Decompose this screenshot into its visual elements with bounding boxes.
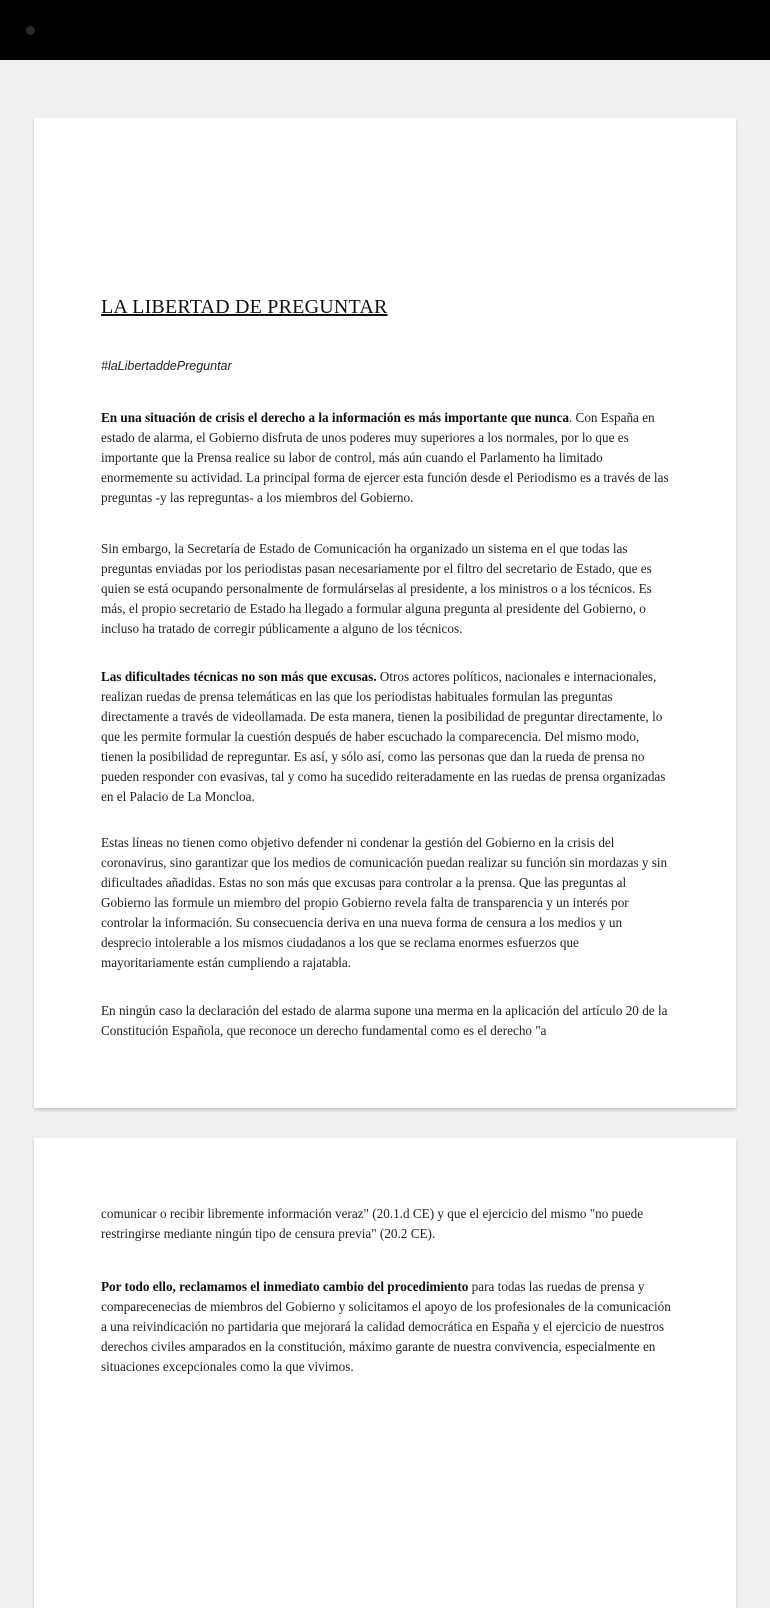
paragraph-7 (101, 1277, 671, 1377)
paragraph-3-bold: Las dificultades técnicas no son más que excusas. (101, 669, 377, 684)
paragraph-2: Sin embargo, la Secretaría de Estado de Comunicación ha organizado un sistema en el que todas las preguntas enviadas por los periodistas pasan necesariamente por el filtro del secretario de Estado, que es quien se está ocupando personalmente de formulárselas al presidente, a los ministros o a los técnicos. Es más, el propio secretario de Estado ha llegado a formular alguna pregunta al presidente del Gobierno, o incluso ha tratado de corregir públicamente a alguno de los técnicos. (101, 541, 652, 636)
document-page-2 (34, 1138, 736, 1608)
document-page-1 (34, 118, 736, 1108)
paragraph-3 (101, 667, 671, 807)
paragraph-3-text: Otros actores políticos, nacionales e internacionales, realizan ruedas de prensa telemáticas en las que los periodistas habituales formulan las preguntas directamente a través de videollamada. De esta manera, tienen la posibilidad de preguntar directamente, lo que les permite formular la cuestión después de haber escuchado la comparecencia. Del mismo modo, tienen la posibilidad de repreguntar. Es así, y sólo así, como las personas que dan la rueda de prensa no pueden responder con evasivas, tal y como ha sucedido reiteradamente en las ruedas de prensa organizadas en el Palacio de La Moncloa. (101, 669, 666, 804)
paragraph-1 (101, 408, 671, 508)
paragraph-1-bold: En una situación de crisis el derecho a la información es más importante que nunca (101, 410, 569, 425)
hashtag: #laLibertaddePreguntar (101, 359, 232, 373)
document-title: LA LIBERTAD DE PREGUNTAR (101, 296, 388, 318)
paragraph-7-text: para todas las ruedas de prensa y comparecenecias de miembros del Gobierno y solicitamos el apoyo de los profesionales de la comunicación a una reivindicación no partidaria que mejorará la calidad democrática en España y el ejercicio de nuestros derechos civiles amparados en la constitución, máximo garante de nuestra convivencia, especialmente en situaciones excepcionales como la que vivimos. (101, 1279, 671, 1374)
paragraph-1-text: . Con España en estado de alarma, el Gobierno disfruta de unos poderes muy superiores a los normales, por lo que es importante que la Prensa realice su labor de control, más aún cuando el Parlamento ha limitado enormemente su actividad. La principal forma de ejercer esta función desde el Periodismo es a través de las preguntas -y las repreguntas- a los miembros del Gobierno. (101, 410, 669, 505)
status-bar (0, 0, 770, 60)
camera-dot-icon (26, 26, 35, 35)
paragraph-4: Estas líneas no tienen como objetivo defender ni condenar la gestión del Gobierno en la crisis del coronavirus, sino garantizar que los medios de comunicación puedan realizar su función sin mordazas y sin dificultades añadidas. Estas no son más que excusas para controlar a la prensa. Que las preguntas al Gobierno las formule un miembro del propio Gobierno revela falta de transparencia y un interés por controlar la información. Su consecuencia deriva en una nueva forma de censura a los medios y un desprecio intolerable a los mismos ciudadanos a los que se reclama enormes esfuerzos que mayoritariamente están cumpliendo a rajatabla. (101, 835, 668, 970)
paragraph-7-bold: Por todo ello, reclamamos el inmediato cambio del procedimiento (101, 1279, 469, 1294)
paragraph-6: comunicar o recibir libremente información veraz" (20.1.d CE) y que el ejercicio del mismo "no puede restringirse mediante ningún tipo de censura previa" (20.2 CE). (101, 1206, 644, 1241)
paragraph-5: En ningún caso la declaración del estado de alarma supone una merma en la aplicación del artículo 20 de la Constitución Española, que reconoce un derecho fundamental como es el derecho "a (101, 1003, 668, 1038)
